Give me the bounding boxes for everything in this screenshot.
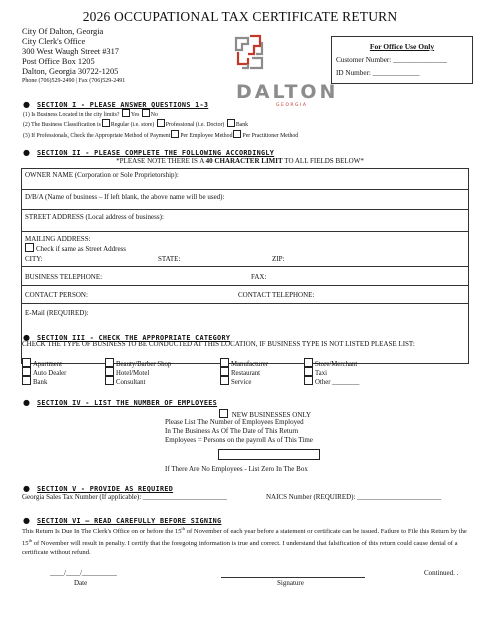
category-checkbox[interactable] [22,367,31,376]
category-label: Consultant [116,379,146,386]
employee-instruction-line: In The Business As Of The Date of This Return [165,427,299,435]
new-business-checkbox[interactable] [219,409,228,418]
q3-practitioner-checkbox[interactable] [233,130,241,138]
fax-field[interactable]: FAX: [251,273,267,281]
continued-note: Continued. . [424,569,459,577]
address-line: City Of Dalton, Georgia [22,27,104,36]
q1-no-label: No [150,112,158,118]
cert-text: of November will result in penalty. I certify that the foregoing information is true and correct. I understand that falsification of this return could cause denial of a certificate without refund. [22,540,458,557]
category-checkbox[interactable] [304,376,313,385]
address-line: 300 West Waugh Street #317 [22,47,119,56]
address-line: Post Office Box 1205 [22,57,95,66]
category-option[interactable] [220,376,251,386]
business-telephone-field[interactable]: BUSINESS TELEPHONE: [25,273,103,281]
logo-word: DALTON [236,81,339,103]
owner-name-field[interactable]: OWNER NAME (Corporation or Sole Proprietorship): [25,171,179,179]
q2-professional-label: Professional (i.e. Doctor) [165,122,225,128]
category-label: Auto Dealer [33,370,67,377]
same-as-street-checkbox[interactable] [25,243,34,252]
category-label: Service [231,379,252,386]
category-option[interactable] [22,376,47,386]
id-number-field[interactable]: ID Number: _____________ [336,69,420,77]
question-1 [23,109,158,120]
mailing-address-field[interactable]: MAILING ADDRESS: [25,235,91,243]
section-6-title: SECTION VI – READ CAREFULLY BEFORE SIGNING [36,517,222,525]
dba-field[interactable]: D/B/A (Name of business – If left blank, the above name will be used): [25,193,225,201]
category-label: Taxi [315,370,327,377]
q2-regular-checkbox[interactable] [102,119,110,127]
category-checkbox[interactable] [304,358,313,367]
dalton-logo [228,28,339,108]
bullet-icon: ● [23,516,30,525]
zero-employees-note: If There Are No Employees - List Zero In The Box [165,465,308,473]
category-checkbox[interactable] [105,358,114,367]
cert-text: of November of each year before a statement or certificate can be issued. Failure to File this Return by the 15 [22,528,467,548]
q1-yes-checkbox[interactable] [122,109,130,117]
category-label: Hotel/Motel [116,370,150,377]
bullet-icon: ● [23,148,30,157]
employee-instructions [165,418,313,445]
signature-line[interactable] [221,577,365,578]
category-label: Apartment [33,361,63,368]
q3-label: (3) If Professionals, Check the Appropriate Method of Payment [23,133,171,139]
q2-bank-checkbox[interactable] [227,119,235,127]
character-limit-note [0,157,480,165]
zip-field[interactable]: ZIP: [272,255,285,263]
new-business-label: NEW BUSINESSES ONLY [231,411,312,419]
city-field[interactable]: CITY: [25,255,43,263]
category-checkbox[interactable] [22,358,31,367]
employee-instruction-line: Please List The Number of Employees Employed [165,418,304,426]
sales-tax-number-field[interactable]: Georgia Sales Tax Number (If applicable): ________________________ [22,493,227,501]
q1-yes-label: Yes [130,112,140,118]
q3-employee-label: Per Employee Method [180,133,233,139]
category-option[interactable] [105,376,145,386]
office-use-box [331,36,473,84]
email-field[interactable]: E-Mail (REQUIRED): [25,309,89,317]
logo-sub: GEORGIA [276,103,308,108]
category-checkbox[interactable] [105,367,114,376]
category-option[interactable] [304,376,359,386]
employee-count-input[interactable] [218,449,320,460]
section-3-title: SECTION III - CHECK THE APPROPRIATE CATEGORY [36,334,231,342]
category-checkbox[interactable] [220,358,229,367]
same-as-street [25,243,126,253]
category-label: Other ________ [315,379,360,386]
q3-employee-checkbox[interactable] [171,130,179,138]
same-as-street-label: Check if same as Street Address [36,245,127,253]
category-label: Restaurant [231,370,261,377]
q3-practitioner-label: Per Practitioner Method [242,133,299,139]
date-label: Date [74,579,88,587]
date-field[interactable]: ____/____/__________ [50,569,117,577]
naics-number-field[interactable]: NAICS Number (REQUIRED): ________________________ [266,493,442,501]
category-label: Beauty/Barber Shop [116,361,172,368]
category-checkbox[interactable] [105,376,114,385]
bullet-icon: ● [23,333,30,342]
section-4-title: SECTION IV - LIST THE NUMBER OF EMPLOYEES [36,399,218,407]
page-title: 2026 OCCUPATIONAL TAX CERTIFICATE RETURN [82,9,398,24]
q2-label: (2) The Business Classification is [23,122,101,128]
category-checkbox[interactable] [22,376,31,385]
employee-instruction-line: Employees = Persons on the payroll As of This Time [165,436,313,444]
bullet-icon: ● [23,100,30,109]
note-text: TO ALL FIELDS BELOW* [282,157,364,165]
q2-professional-checkbox[interactable] [157,119,165,127]
note-bold: 40 CHARACTER LIMIT [205,157,283,165]
category-label: Manufacturer [231,361,268,368]
bullet-icon: ● [23,398,30,407]
section-5-title: SECTION V - PROVIDE AS REQUIRED [36,485,174,493]
section-1-title: SECTION I - PLEASE ANSWER QUESTIONS 1-3 [36,101,209,109]
state-field[interactable]: STATE: [158,255,181,263]
section-2-title: SECTION II - PLEASE COMPLETE THE FOLLOWING ACCORDINGLY [36,149,275,157]
cert-ordinal: th [28,538,33,544]
q2-bank-label: Bank [235,122,249,128]
question-3 [23,130,298,141]
street-address-field[interactable]: STREET ADDRESS (Local address of business): [25,213,164,221]
q1-no-checkbox[interactable] [142,109,150,117]
address-line: Dalton, Georgia 30722-1205 [22,67,119,76]
bullet-icon: ● [23,484,30,493]
note-text: *PLEASE NOTE THERE IS A [116,157,206,165]
contact-telephone-field[interactable]: CONTACT TELEPHONE: [238,291,315,299]
clerk-address [22,27,125,86]
signature-label: Signature [277,579,304,587]
cert-ordinal: th [181,526,186,531]
category-checkbox[interactable] [220,367,229,376]
category-label: Bank [33,379,48,386]
q1-label: (1) Is Business Located in the city limits? [23,112,120,118]
category-label: Store/Merchant [315,361,358,368]
category-checkbox[interactable] [220,376,229,385]
question-2 [23,119,248,130]
address-line: City Clerk's Office [22,37,86,46]
category-checkbox[interactable] [304,367,313,376]
phone-fax: Phone (706)529-2490 | Fax (706)529-2491 [22,78,126,84]
business-category-grid [22,358,468,388]
category-instruction: CHECK THE TYPE OF BUSINESS TO BE CONDUCTED AT THIS LOCATION, IF BUSINESS TYPE IS NOT LISTED PLEASE LIST: [22,340,415,348]
q2-regular-label: Regular (i.e. store) [110,122,155,128]
certification-paragraph [22,524,468,557]
contact-person-field[interactable]: CONTACT PERSON: [25,291,88,299]
cert-text: This Return Is Due In The Clerk's Office on or before the 15 [22,528,182,536]
section-4-header [23,392,217,410]
customer-number-field[interactable]: Customer Number: _______________ [336,56,447,64]
office-use-heading: For Office Use Only [369,42,435,51]
